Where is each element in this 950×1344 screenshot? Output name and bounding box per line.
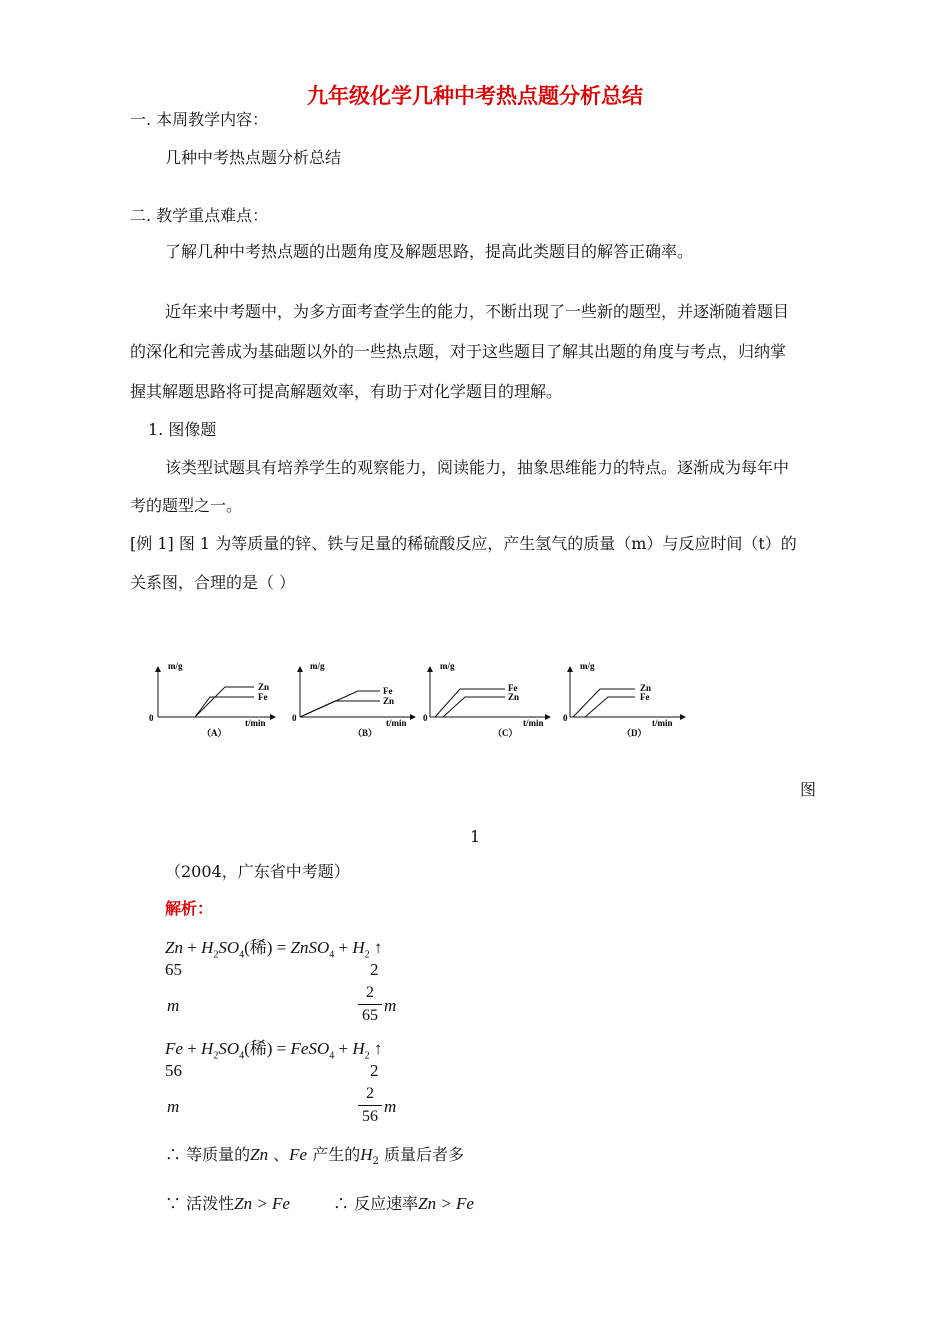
plot-d xyxy=(563,661,685,738)
plot-b-top-series: Fe xyxy=(383,686,393,696)
plot-d-label: （D） xyxy=(622,728,647,738)
item-1-line-1: 该类型试题具有培养学生的观察能力，阅读能力，抽象思维能力的特点。逐渐成为每年中 xyxy=(165,458,790,477)
y-axis-label: m/g xyxy=(168,661,183,671)
origin-label: 0 xyxy=(292,713,297,723)
origin-label: 0 xyxy=(423,713,428,723)
figure-caption-a: 图 xyxy=(800,780,817,799)
intro-line-3: 握其解题思路将可提高解题效率，有助于对化学题目的理解。 xyxy=(130,382,563,401)
eq1-mass-left: 65 xyxy=(165,960,182,979)
conclusion-1: ∴ 等质量的Zn 、Fe 产生的$H_2$ 质量后者多 xyxy=(165,1145,464,1168)
plot-c-label: （C） xyxy=(493,728,518,738)
plot-c-bottom-series: Zn xyxy=(508,692,520,702)
eq1-fraction-m: m xyxy=(384,996,397,1015)
because-symbol: ∵ xyxy=(165,1194,182,1213)
intro-line-2: 的深化和完善成为基础题以外的一些热点题，对于这些题目了解其出题的角度与考点，归纳掌 xyxy=(130,342,787,361)
series-line-fe xyxy=(195,697,254,717)
plot-d-top-series: Zn xyxy=(640,683,652,693)
series-line-fe xyxy=(435,689,505,717)
plot-b-label: （B） xyxy=(353,728,378,738)
x-axis-label: t/min xyxy=(386,718,407,728)
item-1-heading: 1. 图像题 xyxy=(148,420,217,439)
series-line-zn xyxy=(195,687,254,717)
conclusion-3: ∴ 反应速率Zn > Fe xyxy=(333,1194,474,1213)
section-2-content: 了解几种中考热点题的出题角度及解题思路，提高此类题目的解答正确率。 xyxy=(165,242,694,261)
plot-b-bottom-series: Zn xyxy=(383,696,395,706)
therefore-symbol: ∴ xyxy=(165,1145,182,1164)
series-line-zn xyxy=(300,701,380,717)
intro-line-1: 近年来中考题中，为多方面考查学生的能力，不断出现了一些新的题型，并逐渐随着题目 xyxy=(165,302,790,321)
y-axis-label: m/g xyxy=(310,661,325,671)
document-title: 九年级化学几种中考热点题分析总结 xyxy=(307,84,643,108)
therefore-symbol: ∴ xyxy=(333,1194,350,1213)
y-axis-label: m/g xyxy=(440,661,455,671)
eq1-fraction: 2 65 xyxy=(358,984,382,1025)
origin-label: 0 xyxy=(563,713,568,723)
plot-a-label: （A） xyxy=(202,728,227,738)
equation-1: $Zn + H_2SO_4$(稀) = ZnSO$_4$ + $H_2$ ↑ xyxy=(165,938,383,961)
eq1-m-left: m xyxy=(167,996,180,1015)
plot-c-top-series: Fe xyxy=(508,683,518,693)
x-axis-label: t/min xyxy=(245,718,266,728)
example-line-1: [例 1] 图 1 为等质量的锌、铁与足量的稀硫酸反应，产生氢气的质量（m）与反应时间（t）的 xyxy=(130,534,797,553)
example-line-2: 关系图，合理的是（ ） xyxy=(130,573,296,592)
figure-caption-b: 1 xyxy=(470,827,481,846)
eq2-fraction: 2 56 xyxy=(358,1085,382,1126)
plot-a xyxy=(149,661,275,738)
conclusion-2: ∵ 活泼性Zn > Fe xyxy=(165,1194,290,1213)
x-axis-label: t/min xyxy=(652,718,673,728)
eq2-m-left: m xyxy=(167,1097,180,1116)
origin-label: 0 xyxy=(149,713,154,723)
plot-a-bottom-series: Fe xyxy=(258,692,268,702)
eq1-mass-right: 2 xyxy=(370,960,379,979)
eq2-fraction-m: m xyxy=(384,1097,397,1116)
plot-a-top-series: Zn xyxy=(258,682,270,692)
analysis-label: 解析： xyxy=(165,899,214,918)
figure-1 xyxy=(140,655,700,745)
section-1-heading: 一. 本周教学内容： xyxy=(130,110,269,129)
source-note: （2004，广东省中考题） xyxy=(165,862,350,881)
section-2-heading: 二. 教学重点难点： xyxy=(130,206,269,225)
eq2-mass-right: 2 xyxy=(370,1061,379,1080)
eq2-mass-left: 56 xyxy=(165,1061,182,1080)
series-line-zn xyxy=(443,697,505,717)
item-1-line-2: 考的题型之一。 xyxy=(130,496,243,515)
series-line-zn xyxy=(573,689,635,717)
plot-b xyxy=(292,661,415,738)
series-line-fe xyxy=(585,697,635,717)
section-1-content: 几种中考热点题分析总结 xyxy=(165,148,342,167)
x-axis-label: t/min xyxy=(523,718,544,728)
plot-d-bottom-series: Fe xyxy=(640,692,650,702)
series-line-fe xyxy=(300,691,380,717)
equation-2: $Fe + H_2SO_4$(稀) = FeSO$_4$ + $H_2$ ↑ xyxy=(165,1039,383,1062)
y-axis-label: m/g xyxy=(580,661,595,671)
plot-c xyxy=(423,661,550,738)
